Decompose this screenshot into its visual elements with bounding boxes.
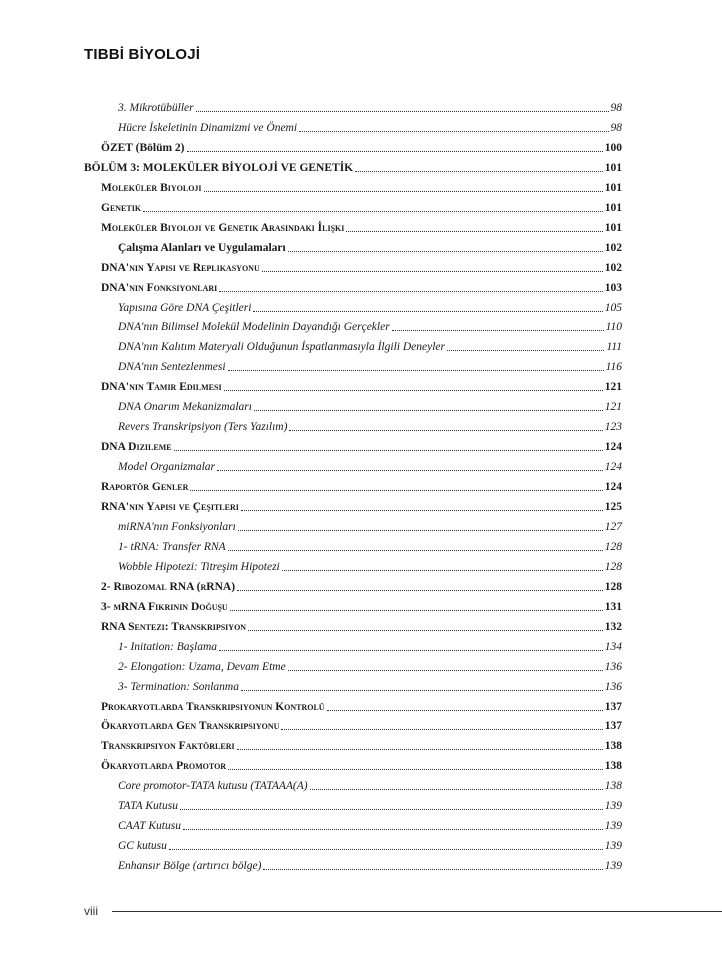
toc-entry	[101, 733, 622, 753]
toc-entry	[118, 394, 622, 414]
toc-dot-leader	[355, 171, 603, 172]
toc-entry-title: 3- mRNA Fikrinin Doğuşu	[101, 600, 228, 613]
toc-dot-leader	[289, 430, 602, 431]
toc-entry	[101, 694, 622, 714]
toc-entry	[101, 574, 622, 594]
toc-entry-page: 101	[604, 161, 622, 174]
toc-entry	[118, 793, 622, 813]
toc-entry-title: Çalışma Alanları ve Uygulamaları	[118, 241, 286, 254]
toc-entry-title: DNA Dizileme	[101, 441, 172, 454]
toc-dot-leader	[346, 231, 602, 232]
toc-entry	[118, 554, 622, 574]
toc-entry-title: TATA Kutusu	[118, 800, 178, 813]
toc-entry-title: Revers Transkripsiyon (Ters Yazılım)	[118, 421, 288, 434]
toc-entry-page: 102	[604, 261, 622, 274]
toc-entry	[118, 674, 622, 694]
toc-dot-leader	[248, 630, 603, 631]
toc-entry-page: 139	[604, 860, 622, 873]
toc-entry	[118, 534, 622, 554]
toc-entry	[118, 414, 622, 434]
toc-entry-page: 121	[604, 401, 622, 414]
toc-dot-leader	[217, 470, 603, 471]
toc-entry	[101, 753, 622, 773]
toc-entry-title: DNA'nın Yapısı ve Replikasyonu	[101, 261, 260, 274]
toc-entry	[118, 354, 622, 374]
toc-entry-title: Model Organizmalar	[118, 461, 216, 474]
toc-entry	[118, 454, 622, 474]
toc-entry-title: Hücre İskeletinin Dinamizmi ve Önemi	[118, 121, 298, 134]
toc-entry-page: 123	[604, 421, 622, 434]
toc-entry-page: 138	[604, 760, 622, 773]
toc-dot-leader	[230, 610, 603, 611]
toc-entry-page: 136	[604, 660, 622, 673]
toc-entry	[101, 135, 622, 155]
toc-entry-page: 132	[604, 620, 622, 633]
toc-entry-title: RNA'nın Yapısı ve Çeşitleri	[101, 501, 239, 513]
toc-entry-page: 131	[604, 600, 622, 613]
toc-entry	[118, 514, 622, 534]
toc-dot-leader	[219, 291, 603, 292]
toc-entry-title: 3- Termination: Sonlanma	[118, 680, 239, 693]
toc-entry-title: Ökaryotlarda Promotor	[101, 760, 227, 773]
toc-dot-leader	[169, 849, 603, 850]
toc-dot-leader	[237, 590, 603, 591]
toc-dot-leader	[392, 330, 604, 331]
toc-dot-leader	[281, 729, 602, 730]
toc-entry	[118, 634, 622, 654]
toc-dot-leader	[253, 311, 602, 312]
toc-entry-page: 137	[604, 720, 622, 733]
toc-dot-leader	[174, 450, 603, 451]
toc-entry-title: Wobble Hipotezi: Titreşim Hipotezi	[118, 560, 280, 573]
toc-entry-title: DNA'nın Tamir Edilmesi	[101, 381, 222, 394]
toc-entry	[101, 434, 622, 454]
book-title: TIBBİ BİYOLOJİ	[84, 46, 201, 63]
toc-entry-page: 100	[604, 141, 622, 154]
toc-dot-leader	[327, 710, 603, 711]
toc-entry-title: DNA'nın Sentezlenmesi	[118, 361, 226, 374]
toc-entry	[101, 594, 622, 614]
toc-entry-title: CAAT Kutusu	[118, 820, 181, 833]
toc-dot-leader	[447, 350, 604, 351]
toc-dot-leader	[241, 690, 603, 691]
toc-entry-title: RNA Sentezi: Transkripsiyon	[101, 620, 247, 633]
toc-entry-page: 101	[604, 201, 622, 214]
toc-entry	[118, 833, 622, 853]
toc-entry-title: DNA'nın Kalıtım Materyali Olduğunun İspatlanmasıyla İlgili Deneyler	[118, 341, 445, 354]
toc-entry-title: Genetik	[101, 201, 142, 214]
toc-entry-title: miRNA'nın Fonksiyonları	[118, 520, 236, 533]
toc-entry-title: Yapısına Göre DNA Çeşitleri	[118, 301, 252, 314]
toc-entry-title: 3. Mikrotübüller	[118, 102, 194, 114]
toc-dot-leader	[180, 809, 603, 810]
toc-entry	[84, 155, 622, 175]
toc-entry-page: 98	[610, 102, 622, 114]
toc-entry-title: Enhansır Bölge (artırıcı bölge)	[118, 860, 262, 873]
toc-entry	[101, 175, 622, 195]
toc-entry-title: DNA'nın Fonksiyonları	[101, 281, 218, 294]
toc-entry-page: 110	[605, 321, 622, 334]
toc-dot-leader	[238, 530, 603, 531]
toc-dot-leader	[224, 390, 603, 391]
toc-dot-leader	[143, 211, 603, 212]
toc-entry	[101, 614, 622, 634]
toc-entry	[101, 374, 622, 394]
toc-dot-leader	[183, 829, 603, 830]
toc-entry-page: 101	[604, 221, 622, 234]
toc-entry	[118, 314, 622, 334]
toc-entry-page: 134	[604, 640, 622, 653]
toc-dot-leader	[262, 271, 603, 272]
toc-entry-page: 125	[604, 501, 622, 513]
toc-entry	[118, 235, 622, 255]
toc-entry	[101, 474, 622, 494]
toc-entry-page: 105	[604, 301, 622, 314]
toc-entry	[101, 255, 622, 275]
toc-dot-leader	[254, 410, 603, 411]
toc-dot-leader	[187, 151, 603, 152]
toc-entry-title: ÖZET (Bölüm 2)	[101, 141, 185, 154]
toc-dot-leader	[263, 869, 602, 870]
toc-entry-page: 127	[604, 520, 622, 533]
toc-dot-leader	[241, 510, 603, 511]
toc-entry-title: 2- Ribozomal RNA (rRNA)	[101, 580, 236, 593]
toc-dot-leader	[190, 490, 602, 491]
toc-entry-page: 128	[604, 540, 622, 553]
toc-entry-title: Core promotor-TATA kutusu (TATAAA(A)	[118, 780, 308, 793]
toc-entry	[101, 195, 622, 215]
toc-entry-page: 101	[604, 181, 622, 194]
toc-entry-page: 121	[604, 381, 622, 394]
toc-entry	[118, 654, 622, 674]
toc-entry-page: 139	[604, 840, 622, 853]
toc-dot-leader	[228, 550, 603, 551]
toc-entry	[118, 295, 622, 315]
toc-entry-title: 1- Initation: Başlama	[118, 640, 218, 653]
toc-entry-page: 103	[604, 281, 622, 294]
toc-entry-title: Transkripsiyon Faktörleri	[101, 740, 235, 753]
toc-dot-leader	[310, 789, 603, 790]
toc-dot-leader	[288, 251, 603, 252]
toc-entry-page: 138	[604, 780, 622, 793]
toc-entry-page: 128	[604, 560, 622, 573]
toc-entry-title: Raportör Genler	[101, 481, 189, 494]
toc-entry	[101, 275, 622, 295]
toc-entry	[118, 95, 622, 115]
toc-entry-title: DNA Onarım Mekanizmaları	[118, 401, 252, 414]
toc-entry-title: 2- Elongation: Uzama, Devam Etme	[118, 660, 286, 673]
toc-entry-title: Ökaryotlarda Gen Transkripsiyonu	[101, 720, 280, 733]
page-number: viii	[84, 904, 98, 918]
toc-dot-leader	[196, 111, 609, 112]
toc-dot-leader	[228, 769, 603, 770]
toc-entry-title: BÖLÜM 3: MOLEKÜLER BİYOLOJİ VE GENETİK	[84, 161, 354, 174]
toc-entry	[101, 494, 622, 514]
toc-entry-page: 124	[604, 441, 622, 454]
toc-entry-page: 98	[610, 121, 622, 134]
toc-entry-page: 139	[604, 820, 622, 833]
toc-entry-title: GC kutusu	[118, 840, 167, 853]
toc-entry-page: 124	[604, 481, 622, 494]
toc-dot-leader	[228, 370, 604, 371]
toc-entry-page: 111	[606, 341, 622, 354]
toc-entry-title: Moleküler Biyoloji ve Genetik Arasındaki İlişki	[101, 221, 345, 234]
toc-entry-page: 116	[605, 361, 622, 374]
toc-entry-page: 139	[604, 800, 622, 813]
toc-entry-page: 128	[604, 580, 622, 593]
toc-entry-title: 1- tRNA: Transfer RNA	[118, 540, 226, 553]
toc-dot-leader	[204, 191, 603, 192]
toc-dot-leader	[237, 749, 603, 750]
toc-dot-leader	[219, 650, 603, 651]
toc-entry	[101, 215, 622, 235]
toc-entry	[118, 115, 622, 135]
toc-dot-leader	[288, 670, 603, 671]
toc-entry	[118, 853, 622, 873]
toc-entry-page: 137	[604, 700, 622, 713]
toc-entry	[101, 713, 622, 733]
toc-entry-page: 136	[604, 680, 622, 693]
toc-entry	[118, 334, 622, 354]
toc-entry-page: 102	[604, 241, 622, 254]
toc-dot-leader	[282, 570, 603, 571]
toc-entry	[118, 813, 622, 833]
toc-entry-title: DNA'nın Bilimsel Molekül Modelinin Dayandığı Gerçekler	[118, 321, 390, 334]
toc-entry-page: 124	[604, 461, 622, 474]
toc-dot-leader	[299, 131, 608, 132]
toc-entry-title: Prokaryotlarda Transkripsiyonun Kontrolü	[101, 700, 325, 713]
toc-entry	[118, 773, 622, 793]
footer-rule	[112, 911, 722, 912]
toc-entry-title: Moleküler Biyoloji	[101, 181, 202, 194]
toc-entry-page: 138	[604, 740, 622, 753]
